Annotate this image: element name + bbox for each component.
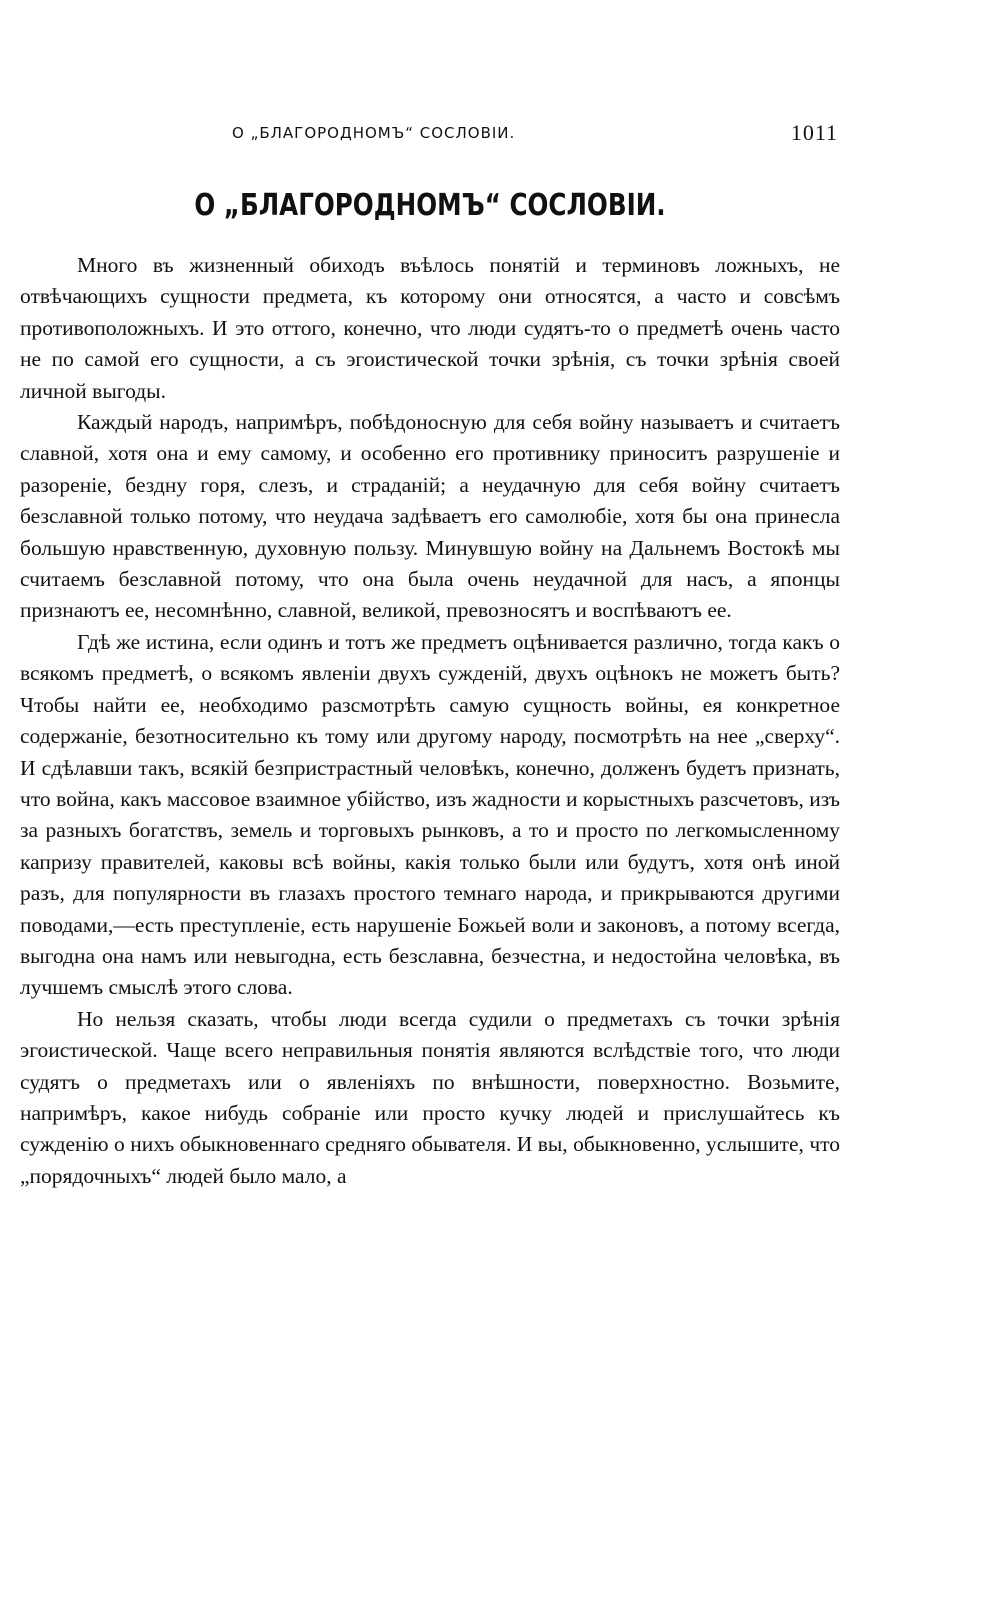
book-page <box>20 0 840 1605</box>
article-title: О „БЛАГОРОДНОМЪ“ СОСЛОВІИ. <box>194 188 666 223</box>
paragraph: Много въ жизненный обиходъ въѣлось понятій и терминовъ ложныхъ, не отвѣчающихъ сущности предмета, къ которому они относятся, а часто и совсѣмъ противоположныхъ. И это оттого, конечно, что люди судятъ-то о предметѣ очень часто не по самой его сущности, а съ эгоистической точки зрѣнія, съ точки зрѣнія своей личной выгоды. <box>20 253 840 403</box>
paragraph: Но нельзя сказать, чтобы люди всегда судили о предметахъ съ точки зрѣнія эгоистической. Чаще всего неправильныя понятія являются вслѣдствіе того, что люди судятъ о предметахъ или о явленіяхъ по внѣшности, поверхностно. Возьмите, напримѣръ, какое нибудь собраніе или просто кучку людей и прислушайтесь къ сужденію о нихъ обыкновеннаго средняго обывателя. И вы, обыкновенно, услышите, что „порядочныхъ“ людей было мало, а <box>20 1006 840 1188</box>
running-head <box>20 120 840 152</box>
running-head-title: О „БЛАГОРОДНОМЪ“ СОСЛОВІИ. <box>232 124 516 142</box>
page-number: 1011 <box>790 120 838 145</box>
paragraph: Каждый народъ, напримѣръ, побѣдоносную для себя войну называетъ и считаетъ славной, хотя она и ему самому, и особенно его противнику приноситъ разрушеніе и разореніе, бездну горя, слезъ, и страданій; а неудачную для себя войну считаетъ безславной только потому, что неудача задѣваетъ его самолюбіе, хотя бы она принесла большую нравственную, духовную пользу. Минувшую войну на Дальнемъ Востокѣ мы считаемъ безславной потому, что она была очень неудачной для насъ, а японцы признаютъ ее, несомнѣнно, славной, великой, превозносятъ и воспѣваютъ ее. <box>20 410 840 623</box>
paragraph: Гдѣ же истина, если одинъ и тотъ же предметъ оцѣнивается различно, тогда какъ о всякомъ предметѣ, о всякомъ явленіи двухъ сужденій, двухъ оцѣнокъ не можетъ быть? Чтобы найти ее, необходимо разсмотрѣть самую сущность войны, ея конкретное содержаніе, безотносительно къ тому или другому народу, посмотрѣть на нее „сверху“. И сдѣлавши такъ, всякій безпристрастный человѣкъ, конечно, долженъ будетъ признать, что война, какъ массовое взаимное убійство, изъ жадности и корыстныхъ разсчетовъ, изъ за разныхъ богатствъ, земель и торговыхъ рынковъ, а то и просто по легкомысленному капризу правителей, каковы всѣ войны, какія только были или будутъ, хотя онѣ иной разъ, для популярности въ глазахъ простого темнаго народа, и прикрываются другими поводами,—есть преступленіе, есть нарушеніе Божьей воли и законовъ, а потому всегда, выгодна она намъ или невыгодна, есть безславна, безчестна, и недостойна человѣка, въ лучшемъ смыслѣ этого слова. <box>20 629 840 1000</box>
article-body <box>20 250 840 1192</box>
